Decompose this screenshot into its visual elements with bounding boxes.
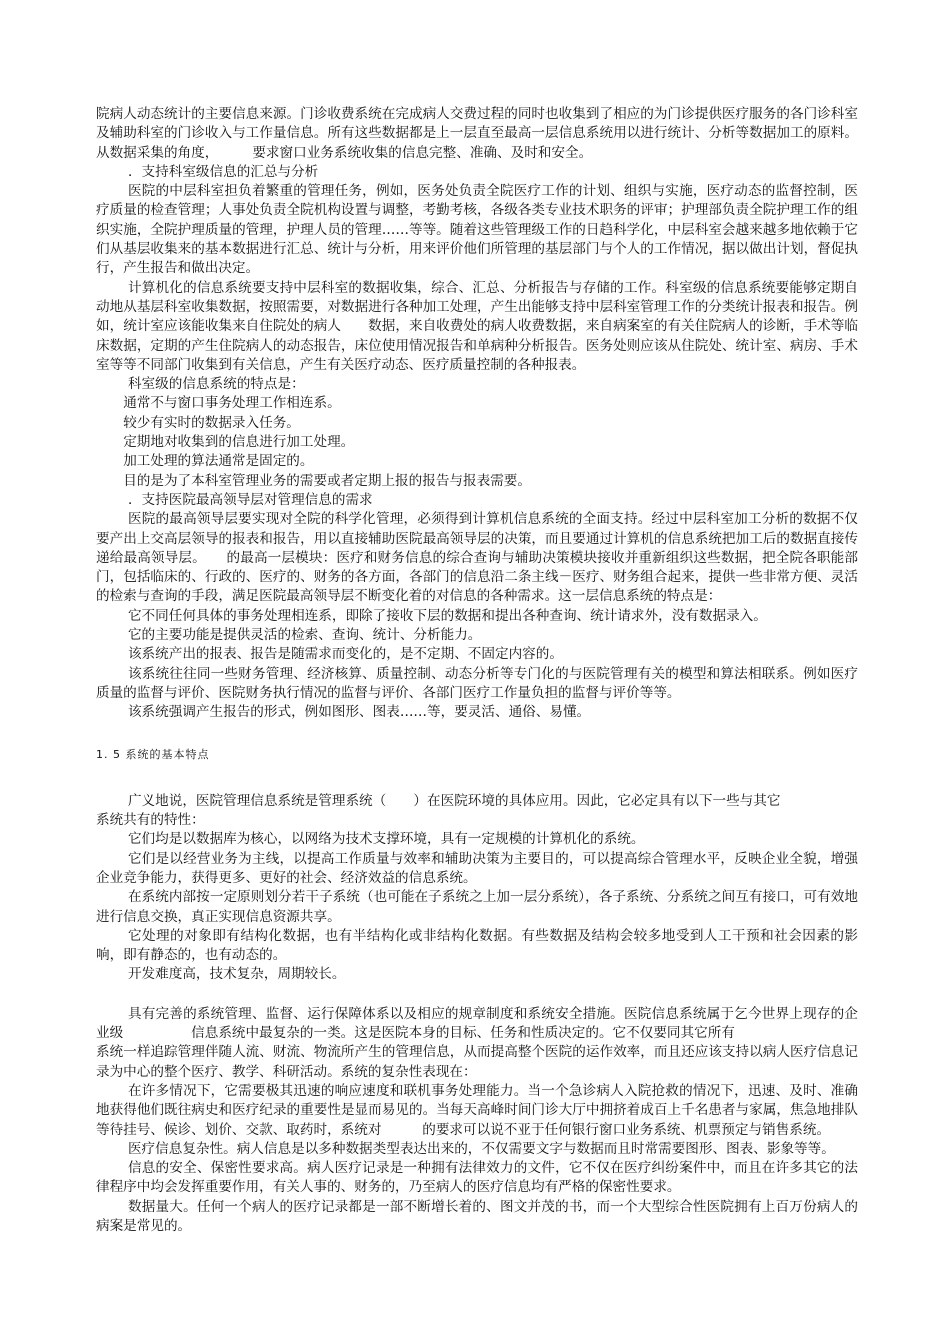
document-page xyxy=(96,105,858,1236)
list-item: 定期地对收集到的信息进行加工处理。 xyxy=(123,434,355,451)
list-item: 医疗信息复杂性。病人信息是以多种数据类型表达出来的，不仅需要文字与数据而且时常需要图形、图表、影象等等。 xyxy=(127,1140,835,1157)
list-item: 较少有实时的数据录入任务。 xyxy=(123,414,300,431)
list-item: 它们均是以数据库为核心，以网络为技术支撑环境，具有一定规模的计算机化的系统。 xyxy=(127,831,645,848)
paragraph: 科室级的信息系统的特点是： xyxy=(127,376,305,393)
list-item: 它处理的对象即有结构化数据，也有半结构化或非结构化数据。有些数据及结构会较多地受到人工干预和社会因素的影响，即有静态的，也有动态的。 xyxy=(96,927,858,964)
paragraph: 计算机化的信息系统要支持中层科室的数据收集，综合、汇总、分析报告与存储的工作。科室级的信息系统要能够定期自动地从基层科室收集数据，按照需要，对数据进行各种加工处理，产生出能够支持中层科室管理工作的分类统计报表和报告。例如，统计室应该能收集来自住院处的病人 数据，来自收费处的病人收费数据，来自病案室的有关住院病人的诊断，手术等临床数据，定期的产生住院病人的动态报告，床位使用情况报告和单病种分析报告。医务处则应该从住院处、统计室、病房、手术室等等不同部门收集到有关信息，产生有关医疗动态、医疗质量控制的各种报表。 xyxy=(96,279,858,373)
paragraph: 具有完善的系统管理、监督、运行保障体系以及相应的规章制度和系统安全措施。医院信息系统属于乞今世界上现存的企业级 信息系统中最复杂的一类。这是医院本身的目标、任务和性质决定的。它不仅要同其它所有 xyxy=(96,1005,858,1042)
list-item: 在许多情况下，它需要极其迅速的响应速度和联机事务处理能力。当一个急诊病人入院抢救的情况下，迅速、及时、准确地获得他们既往病史和医疗纪录的重要性是显而易见的。当每天高峰时间门诊大厅中拥挤着成百上千名患者与家属，焦急地排队等待挂号、候诊、划价、交款、取药时，系统对 的要求可以说不亚于任何银行窗口业务系统、机票预定与销售系统。 xyxy=(96,1082,858,1138)
list-item: 它的主要功能是提供灵活的检索、查询、统计、分析能力。 xyxy=(127,627,482,644)
list-item: 加工处理的算法通常是固定的。 xyxy=(123,453,314,470)
list-item: 它们是以经营业务为主线，以提高工作质量与效率和辅助决策为主要目的，可以提高综合管理水平，反映企业全貌，增强企业竞争能力，获得更多、更好的社会、经济效益的信息系统。 xyxy=(96,850,858,886)
subheading: ．支持科室级信息的汇总与分析 xyxy=(127,163,319,180)
spacer xyxy=(96,985,858,1005)
section-heading: 1. 5 系统的基本特点 xyxy=(96,747,210,761)
paragraph: 系统共有的特性： xyxy=(96,812,205,829)
paragraph: 系统一样追踪管理伴随人流、财流、物流所产生的管理信息，从而提高整个医院的运作效率，而且还应该支持以病人医疗信息记录为中心的整个医疗、教学、科研活动。系统的复杂性表现在： xyxy=(96,1044,858,1080)
list-item: 它不同任何具体的事务处理相连系，即除了接收下层的数据和提出各种查询、统计请求外，没有数据录入。 xyxy=(127,607,767,624)
list-item: 开发难度高，技术复杂，周期较长。 xyxy=(127,966,346,983)
list-item: 目的是为了本科室管理业务的需要或者定期上报的报告与报表需要。 xyxy=(123,472,531,489)
paragraph: 广义地说，医院管理信息系统是管理系统（ ）在医院环境的具体应用。因此，它必定具有以下一些与其它 xyxy=(127,792,781,809)
list-item: 该系统产出的报表、报告是随需求而变化的，是不定期、不固定内容的。 xyxy=(127,646,563,663)
paragraph: 院病人动态统计的主要信息来源。门诊收费系统在完成病人交费过程的同时也收集到了相应的为门诊提供医疗服务的各门诊科室及辅助科室的门诊收入与工作量信息。所有这些数据都是上一层直至最高一层信息系统用以进行统计、分析等数据加工的原料。从数据采集的角度， 要求窗口业务系统收集的信息完整、准确、及时和安全。 xyxy=(96,106,858,161)
list-item: 通常不与窗口事务处理工作相连系。 xyxy=(123,395,341,412)
list-item: 该系统往往同一些财务管理、经济核算、质量控制、动态分析等专门化的与医院管理有关的模型和算法相联系。例如医疗质量的监督与评价、医院财务执行情况的监督与评价、各部门医疗工作量负担的监督与评价等等。 xyxy=(96,665,858,701)
subheading: ．支持医院最高领导层对管理信息的需求 xyxy=(127,491,373,508)
paragraph: 医院的中层科室担负着繁重的管理任务，例如，医务处负责全院医疗工作的计划、组织与实施，医疗动态的监督控制，医疗质量的检查管理；人事处负责全院机构设置与调整，考勤考核，各级各类专业技术职务的评审；护理部负责全院护理工作的组织实施，全院护理质量的管理，护理人员的管理……等等。随着这些管理级工作的日趋科学化，中层科室会越来越多地依赖于它们从基层收集来的基本数据进行汇总、统计与分析，用来评价他们所管理的基层部门与个人的工作情况，据以做出计划，督促执行，产生报告和做出决定。 xyxy=(96,183,858,277)
list-item: 在系统内部按一定原则划分若干子系统（也可能在子系统之上加一层分系统），各子系统、分系统之间互有接口，可有效地进行信息交换，真正实现信息资源共享。 xyxy=(96,889,858,925)
list-item: 数据量大。任何一个病人的医疗记录都是一部不断增长着的、图文并茂的书，而一个大型综合性医院拥有上百万份病人的病案是常见的。 xyxy=(96,1198,858,1235)
list-item: 该系统强调产生报告的形式，例如图形、图表……等，要灵活、通俗、易懂。 xyxy=(127,704,591,721)
list-item: 信息的安全、保密性要求高。病人医疗记录是一种拥有法律效力的文件，它不仅在医疗纠纷案件中，而且在许多其它的法律程序中均会发挥重要作用，有关人事的、财务的，乃至病人的医疗信息均有严格的保密性要求。 xyxy=(96,1160,858,1196)
paragraph: 医院的最高领导层要实现对全院的科学化管理，必须得到计算机信息系统的全面支持。经过中层科室加工分析的数据不仅要产出上交高层领导的报表和报告，用以直接辅助医院最高领导层的决策，而且要通过计算机的信息系统把加工后的数据直接传递给最高领导层。 的最高一层模块：医疗和财务信息的综合查询与辅助决策模块接收并重新组织这些数据，把全院各职能部门，包括临床的、行政的、医疗的、财务的各方面，各部门的信息沿二条主线－医疗、财务组合起来，提供一些非常方便、灵活的检索与查询的手段，满足医院最高领导层不断变化着的对信息的各种需求。这一层信息系统的特点是： xyxy=(96,511,858,605)
